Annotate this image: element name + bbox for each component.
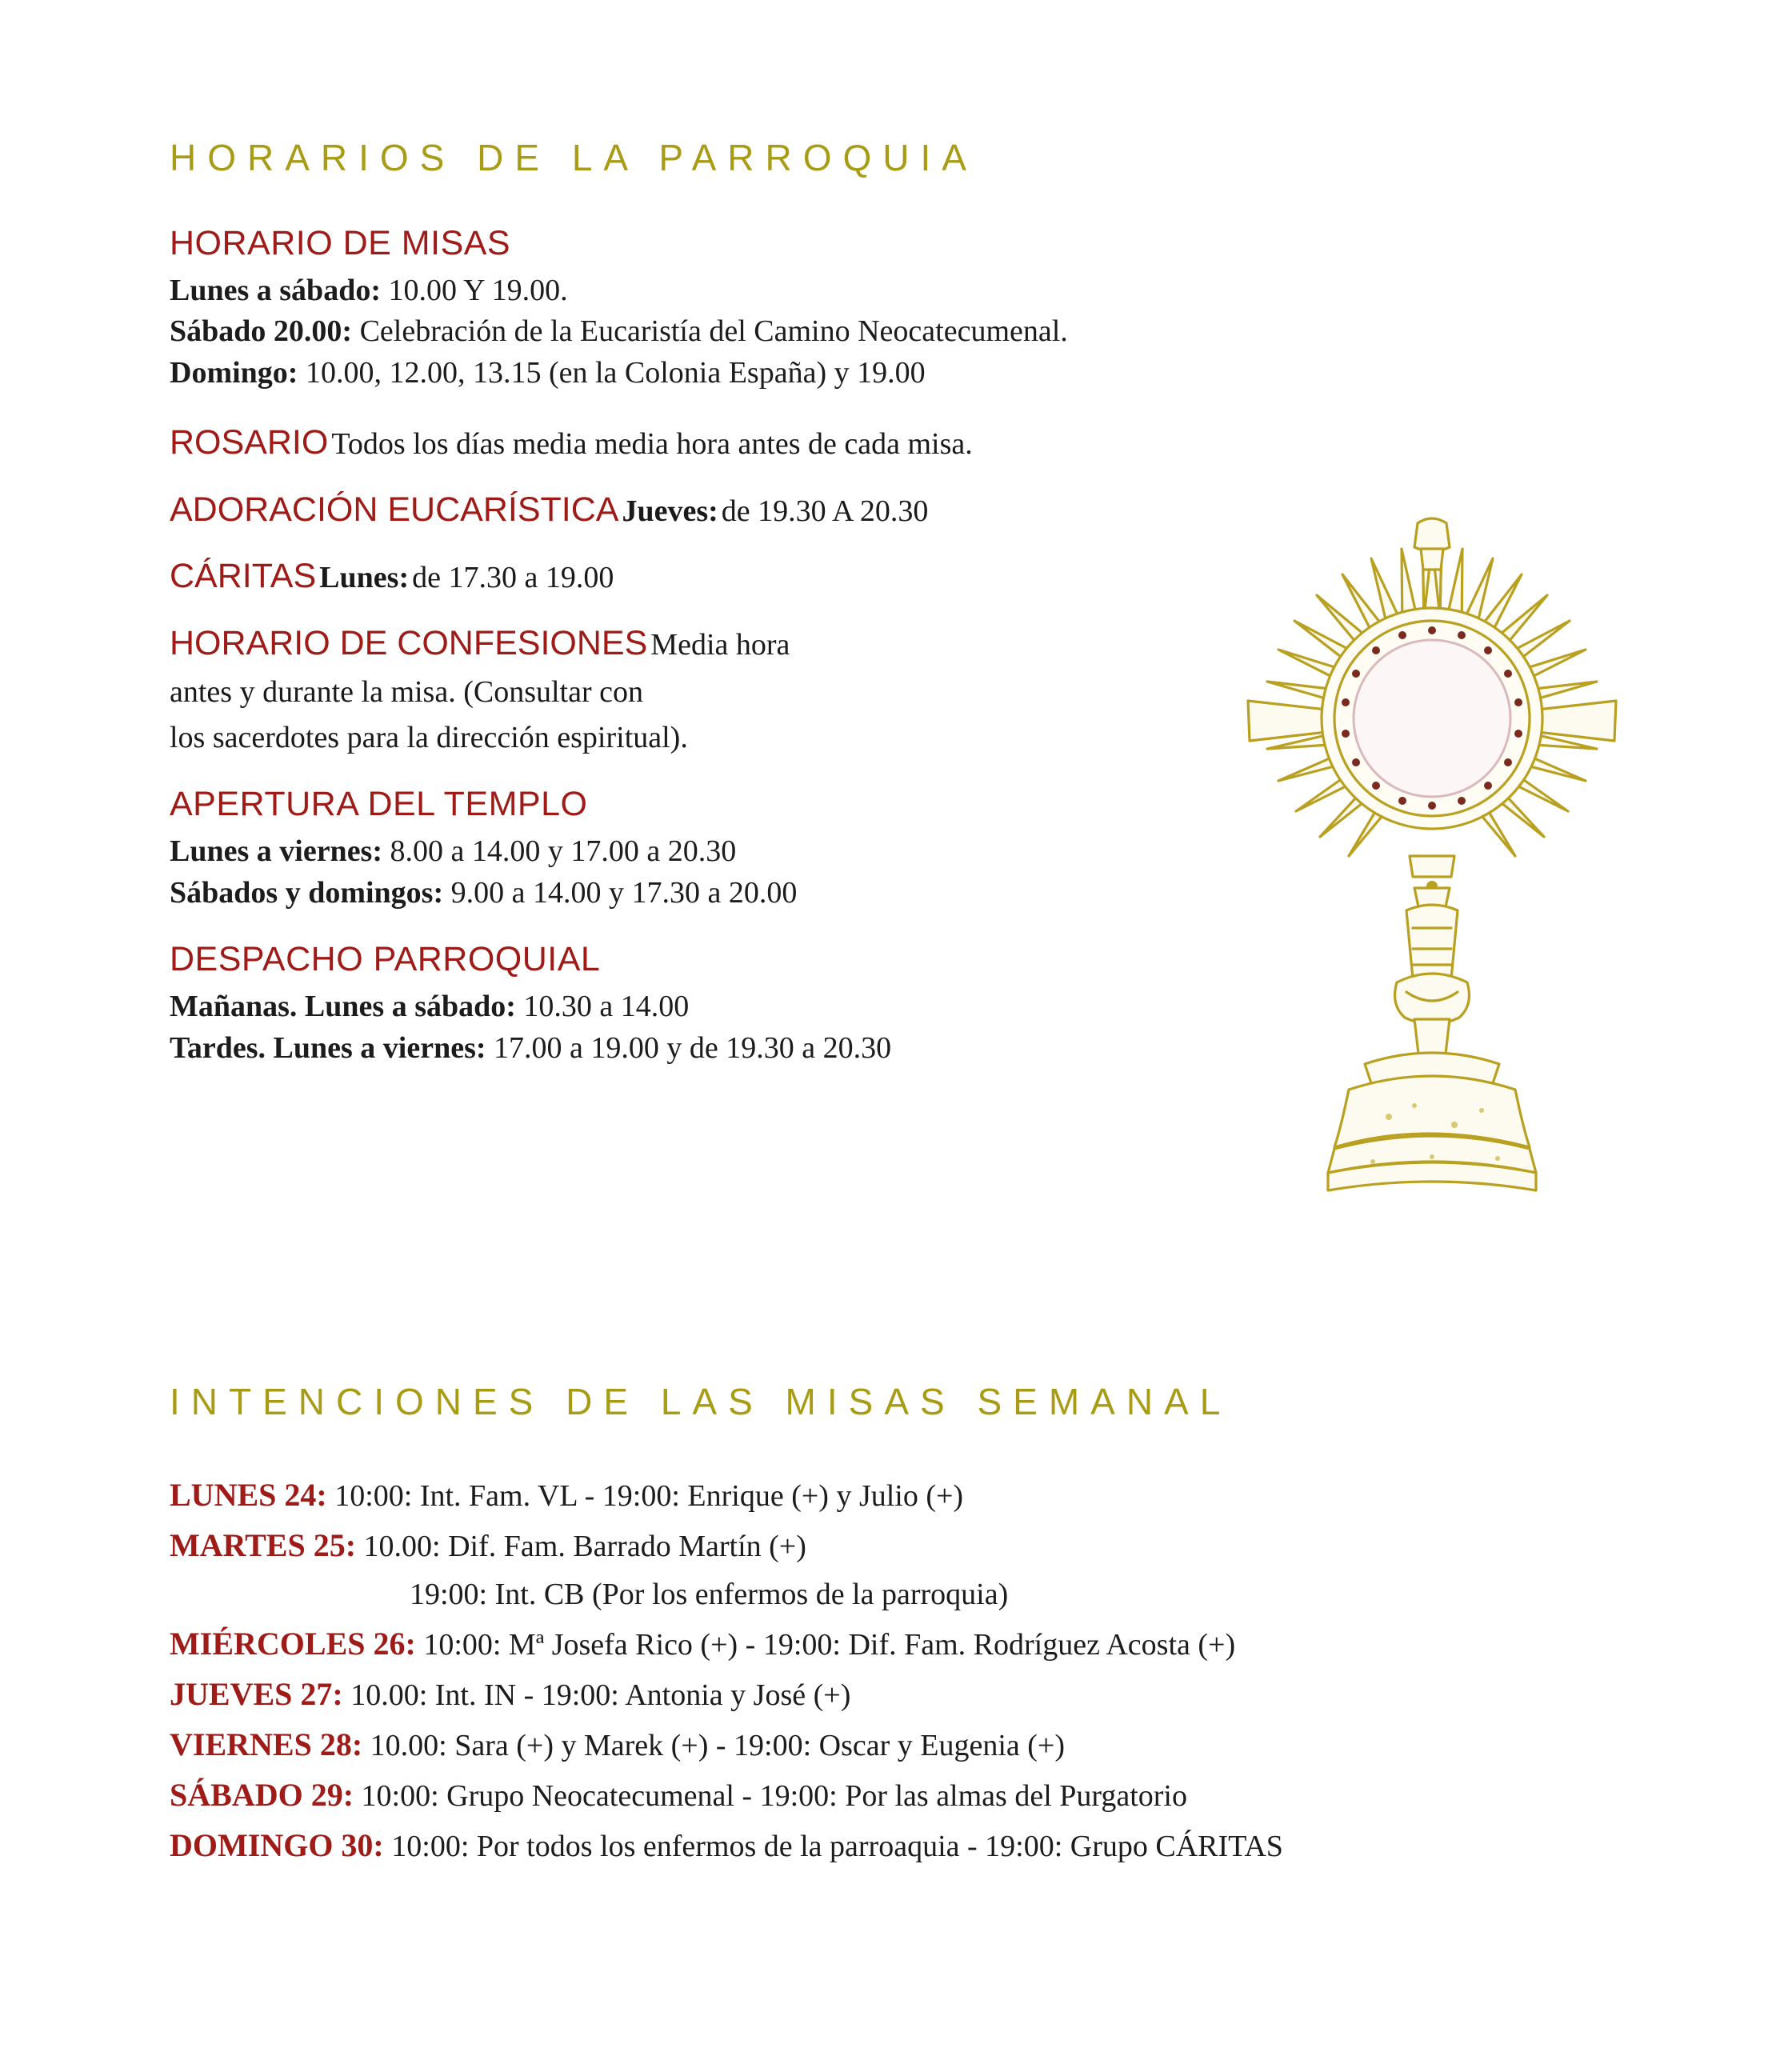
mass-row xyxy=(170,271,1226,310)
confessions-line-1 xyxy=(170,621,1226,667)
intention-row xyxy=(170,1672,1690,1718)
intention-text-continuation: 19:00: Int. CB (Por los enfermos de la parroquia) xyxy=(410,1577,1009,1611)
intention-day: SÁBADO 29: xyxy=(170,1776,354,1813)
temple-opening-row xyxy=(170,832,1226,871)
mass-schedule-title: HORARIO DE MISAS xyxy=(170,224,511,262)
temple-opening-text: 8.00 a 14.00 y 17.00 a 20.30 xyxy=(390,834,737,869)
parish-office-group xyxy=(170,940,1226,1068)
intention-text: 10.00: Int. IN - 19:00: Antonia y José (+) xyxy=(350,1678,851,1712)
intention-text: 10:00: Por todos los enfermos de la parroaquia - 19:00: Grupo CÁRITAS xyxy=(391,1829,1283,1863)
temple-opening-row xyxy=(170,874,1226,913)
caritas-line xyxy=(170,554,1226,600)
intention-text: 10:00: Grupo Neocatecumenal - 19:00: Por las almas del Purgatorio xyxy=(361,1778,1187,1813)
rosary-line xyxy=(170,420,1226,466)
caritas-label: Lunes: xyxy=(319,561,410,595)
intention-text: 10.00: Dif. Fam. Barrado Martín (+) xyxy=(363,1529,806,1563)
mass-row-label: Lunes a sábado: xyxy=(170,274,381,307)
mass-row xyxy=(170,312,1226,351)
temple-opening-text: 9.00 a 14.00 y 17.30 a 20.00 xyxy=(450,875,798,910)
mass-intentions-section xyxy=(170,1380,1690,1874)
caritas-text: de 17.30 a 19.00 xyxy=(412,561,614,595)
adoration-title: ADORACIÓN EUCARÍSTICA xyxy=(170,490,619,529)
mass-row-label: Sábado 20.00: xyxy=(170,314,353,349)
intention-row xyxy=(170,1622,1690,1667)
parish-office-title: DESPACHO PARROQUIAL xyxy=(170,940,601,979)
confessions-title: HORARIO DE CONFESIONES xyxy=(170,624,648,662)
parish-office-label: Mañanas. Lunes a sábado: xyxy=(170,990,516,1024)
rosary-group xyxy=(170,420,1226,466)
caritas-group xyxy=(170,554,1226,600)
intention-row xyxy=(170,1523,1690,1569)
adoration-group xyxy=(170,487,1226,534)
confessions-line-2 xyxy=(170,672,1226,713)
intention-row xyxy=(170,1473,1690,1518)
parish-schedule-section xyxy=(170,136,1226,1095)
parish-office-row xyxy=(170,1029,1226,1068)
intentions-banner-title: INTENCIONES DE LAS MISAS SEMANAL xyxy=(170,1381,1232,1422)
parish-office-text: 10.30 a 14.00 xyxy=(523,990,690,1024)
temple-opening-label: Sábados y domingos: xyxy=(170,875,444,910)
rosary-title: ROSARIO xyxy=(170,423,329,462)
mass-row-label: Domingo: xyxy=(170,355,298,390)
intention-day: MIÉRCOLES 26: xyxy=(170,1625,416,1662)
intention-day: DOMINGO 30: xyxy=(170,1826,384,1863)
mass-row-text: Celebración de la Eucaristía del Camino Neocatecumenal. xyxy=(359,314,1068,349)
intention-text: 10:00: Mª Josefa Rico (+) - 19:00: Dif. Fam. Rodríguez Acosta (+) xyxy=(423,1627,1236,1662)
schedule-banner-title: HORARIOS DE LA PARROQUIA xyxy=(170,137,978,178)
intention-day: MARTES 25: xyxy=(170,1526,357,1563)
temple-opening-label: Lunes a viernes: xyxy=(170,834,382,869)
intention-day: JUEVES 27: xyxy=(170,1675,343,1712)
caritas-title: CÁRITAS xyxy=(170,557,317,596)
intention-text: 10.00: Sara (+) y Marek (+) - 19:00: Oscar y Eugenia (+) xyxy=(370,1728,1066,1762)
intention-row-continuation xyxy=(170,1574,1690,1617)
intention-day: VIERNES 28: xyxy=(170,1726,363,1762)
adoration-line xyxy=(170,487,1226,534)
confessions-text-3: los sacerdotes para la dirección espiritual). xyxy=(170,720,688,754)
confessions-line-3 xyxy=(170,718,1226,758)
confessions-text-1: Media hora xyxy=(650,628,790,662)
temple-opening-group xyxy=(170,785,1226,913)
parish-office-row xyxy=(170,987,1226,1026)
mass-row-text: 10.00, 12.00, 13.15 (en la Colonia España) y 19.00 xyxy=(305,355,926,390)
intention-row xyxy=(170,1823,1690,1869)
confessions-group xyxy=(170,621,1226,758)
parish-office-label: Tardes. Lunes a viernes: xyxy=(170,1030,486,1065)
intention-day: LUNES 24: xyxy=(170,1477,327,1513)
monstrance-illustration xyxy=(1200,512,1664,1264)
temple-opening-title: APERTURA DEL TEMPLO xyxy=(170,785,588,824)
mass-schedule-group xyxy=(170,224,1226,393)
intention-text: 10:00: Int. Fam. VL - 19:00: Enrique (+) y Julio (+) xyxy=(334,1479,964,1513)
mass-row xyxy=(170,354,1226,393)
rosary-text: Todos los días media media hora antes de cada misa. xyxy=(331,427,973,462)
parish-office-text: 17.00 a 19.00 y de 19.30 a 20.30 xyxy=(494,1030,892,1065)
adoration-text: de 19.30 A 20.30 xyxy=(721,494,929,528)
intention-row xyxy=(170,1773,1690,1818)
adoration-label: Jueves: xyxy=(622,494,718,528)
confessions-text-2: antes y durante la misa. (Consultar con xyxy=(170,674,644,709)
mass-row-text: 10.00 Y 19.00. xyxy=(388,274,568,307)
intention-row xyxy=(170,1722,1690,1768)
